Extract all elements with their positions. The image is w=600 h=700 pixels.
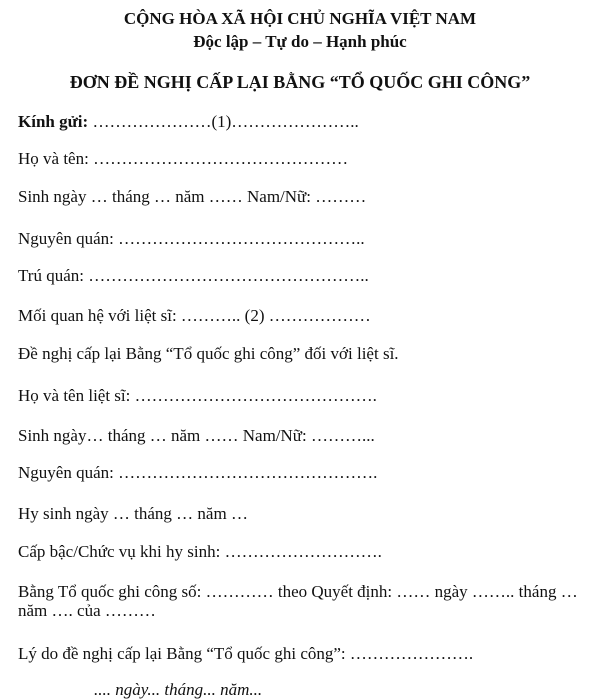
form-line-residence: Trú quán: ………………………………………….. xyxy=(18,266,369,285)
form-line-request: Đề nghị cấp lại Bằng “Tổ quốc ghi công” đối với liệt sĩ. xyxy=(18,344,399,363)
document-title: ĐƠN ĐỀ NGHỊ CẤP LẠI BẰNG “TỔ QUỐC GHI CÔNG” xyxy=(69,72,531,92)
form-line-birth: Sinh ngày … tháng … năm …… Nam/Nữ: ……… xyxy=(18,187,367,206)
form-line-martyr-hometown: Nguyên quán: ………………………………………. xyxy=(18,463,378,482)
form-line-death-date: Hy sinh ngày … tháng … năm … xyxy=(18,504,248,523)
form-line-certificate-2: năm …. của ……… xyxy=(18,601,156,620)
recipient-line xyxy=(18,112,359,132)
form-line-hometown: Nguyên quán: …………………………………….. xyxy=(18,229,365,248)
date-line: .... ngày... tháng... năm... xyxy=(94,680,263,699)
form-line-reason: Lý do đề nghị cấp lại Bằng “Tổ quốc ghi công”: …………………. xyxy=(18,644,474,663)
nation-heading: CỘNG HÒA XÃ HỘI CHỦ NGHĨA VIỆT NAM xyxy=(123,9,477,28)
motto: Độc lập – Tự do – Hạnh phúc xyxy=(193,32,407,51)
form-line-martyr-name: Họ và tên liệt sĩ: ……………………………………. xyxy=(18,386,377,405)
form-line-relationship: Mối quan hệ với liệt sĩ: ……….. (2) ……………… xyxy=(18,306,371,325)
recipient-label: Kính gửi: xyxy=(18,112,89,131)
form-line-full-name: Họ và tên: ……………………………………… xyxy=(18,149,349,168)
form-line-certificate-1: Bằng Tổ quốc ghi công số: ………… theo Quyết định: …… ngày …….. tháng … xyxy=(18,582,578,601)
form-line-rank: Cấp bậc/Chức vụ khi hy sinh: ………………………. xyxy=(18,542,382,561)
recipient-value: …………………(1)………………….. xyxy=(88,112,359,131)
form-line-martyr-birth: Sinh ngày… tháng … năm …… Nam/Nữ: ………... xyxy=(18,426,375,445)
